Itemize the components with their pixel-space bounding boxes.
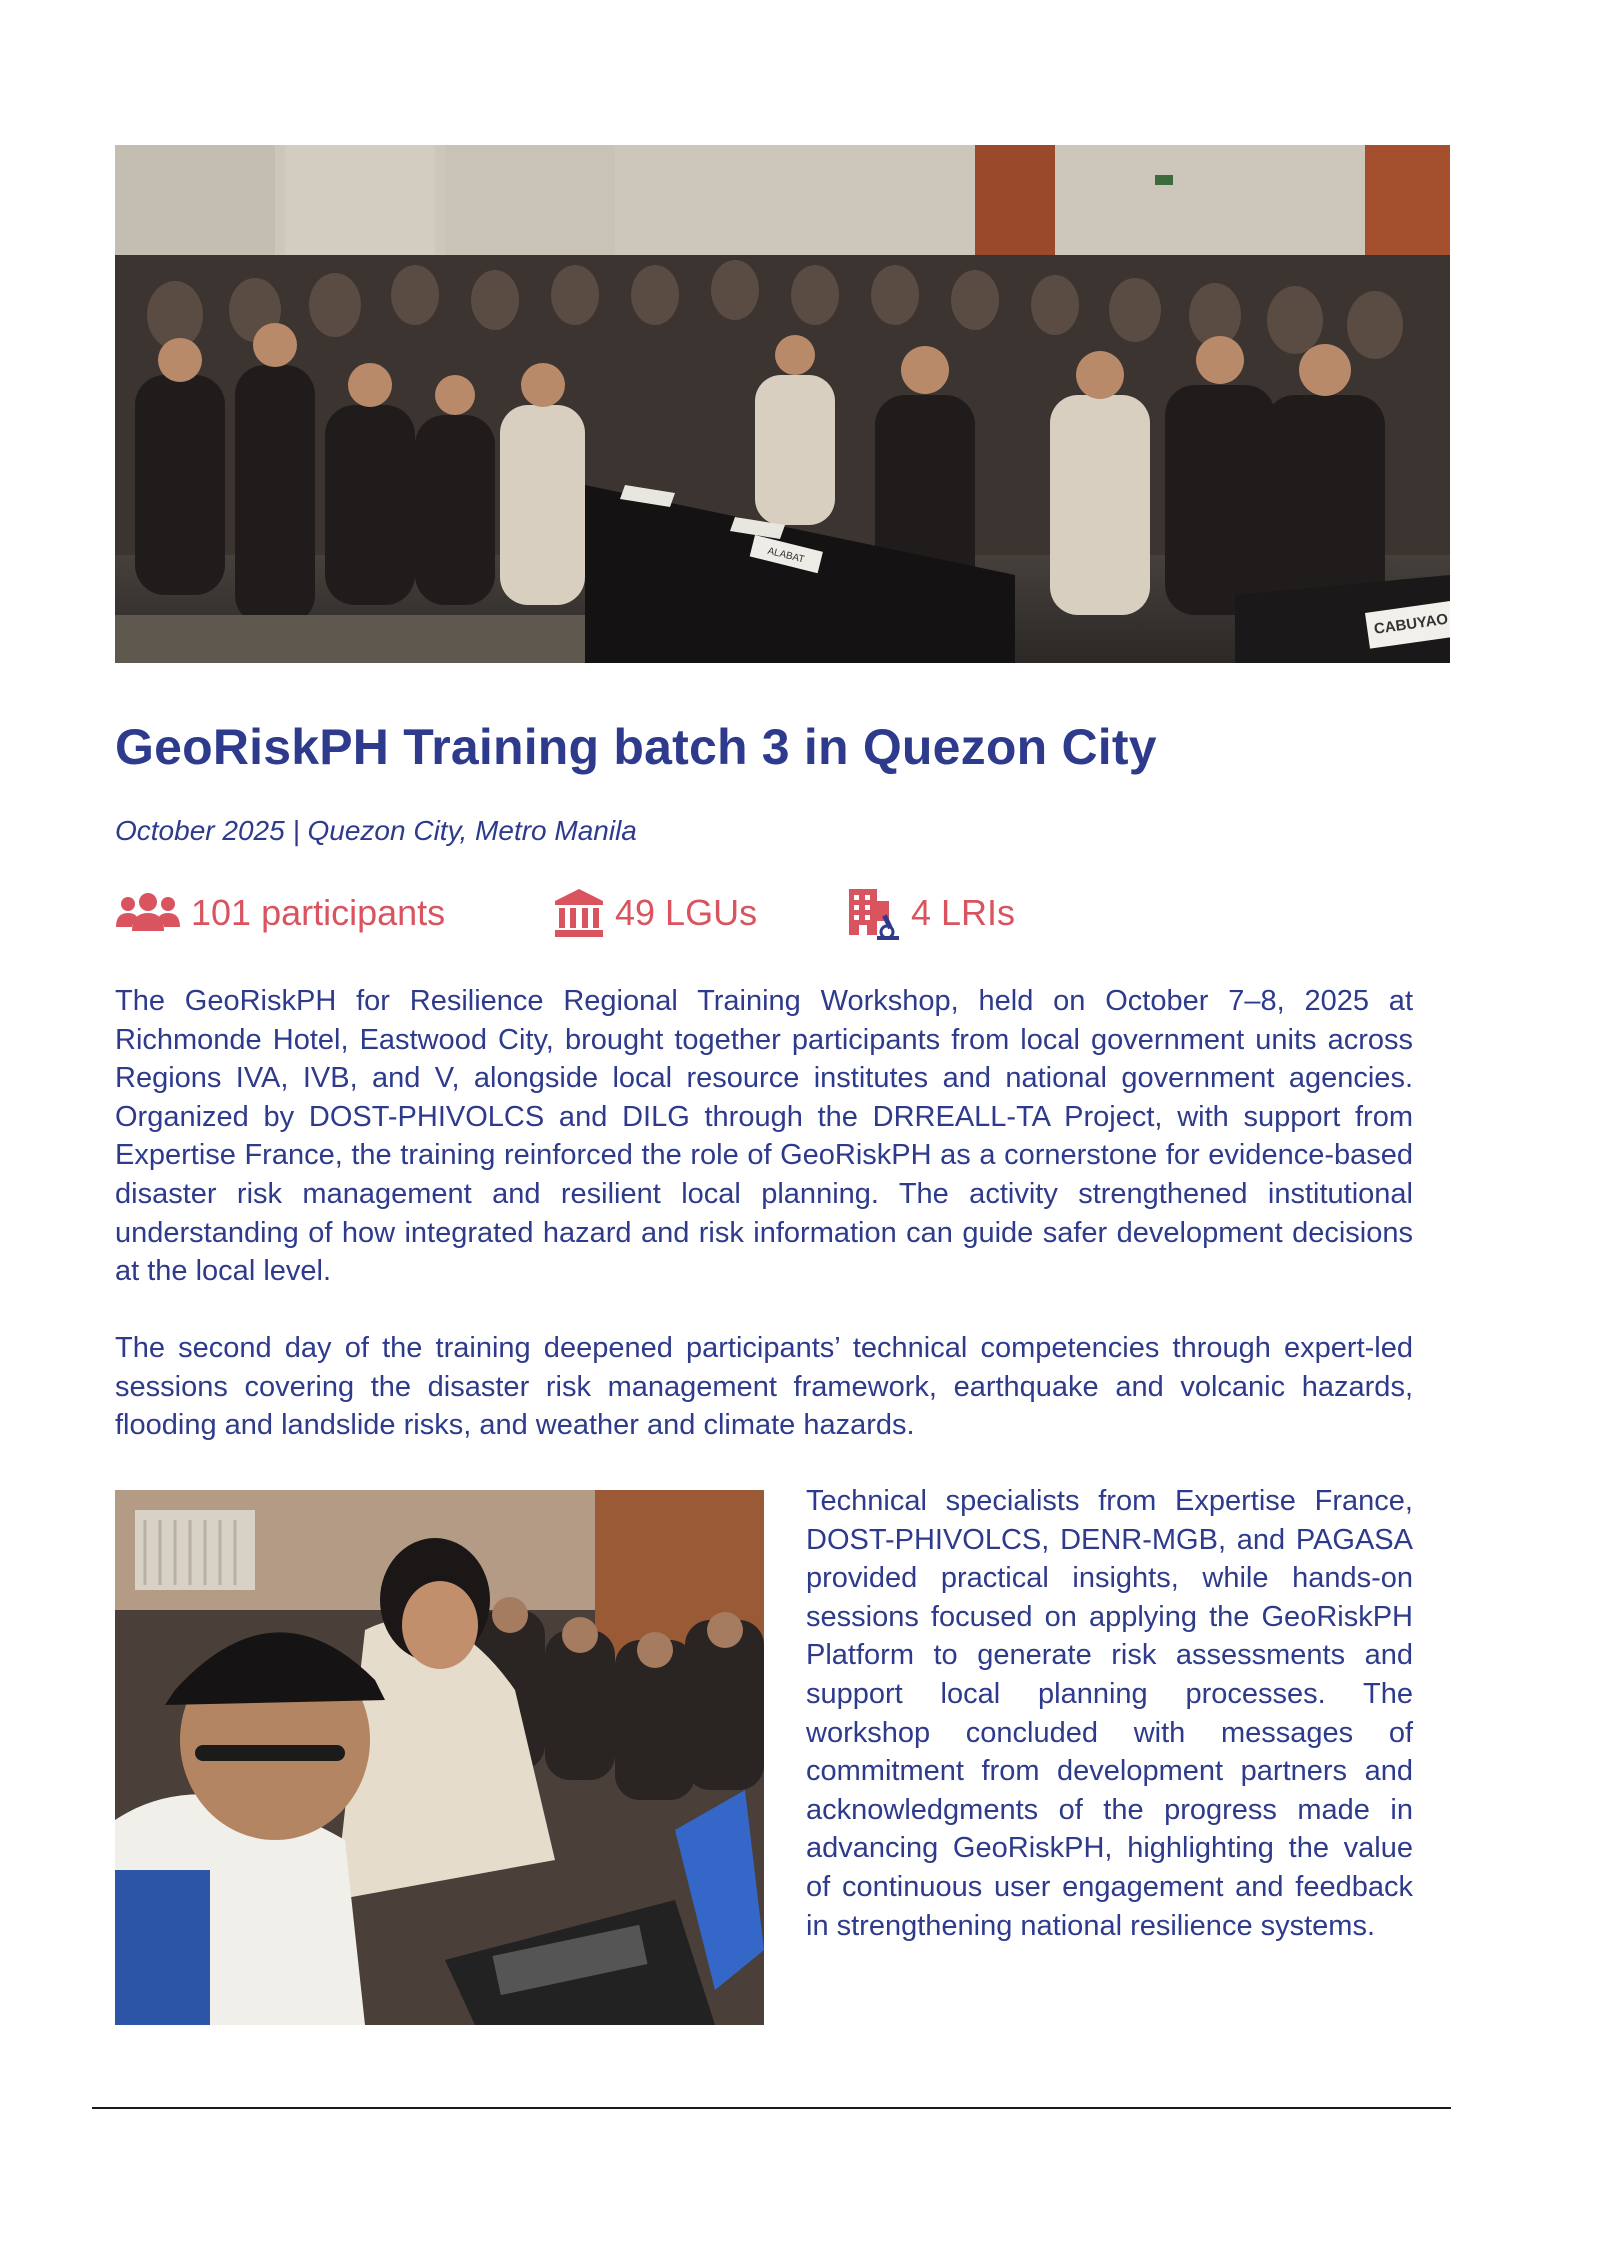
stat-participants-label: 101 participants — [191, 892, 446, 933]
stat-lgus-label: 49 LGUs — [615, 892, 758, 933]
corner-card-label: CABUYAO — [1372, 610, 1450, 638]
article-date-location: October 2025 | Quezon City, Metro Manila — [115, 815, 637, 846]
group-photo — [115, 145, 1450, 663]
table-card-label: ALABAT — [766, 545, 806, 566]
stat-lgus — [553, 885, 757, 941]
article-title: GeoRiskPH Training batch 3 in Quezon City — [115, 719, 1157, 775]
stat-lris — [845, 885, 1015, 941]
paragraph-specialists: Technical specialists from Expertise France, DOST-PHIVOLCS, DENR-MGB, and PAGASA provided practical insights, while hands-on sessions focused on applying the GeoRiskPH Platform to generate risk assessments and support local planning processes. The workshop concluded with messages of commitment from development partners and acknowledgments of the progress made in advancing GeoRiskPH, highlighting the value of continuous user engagement and feedback in strengthening national resilience systems. — [806, 1485, 1413, 1942]
paragraph-day-two: The second day of the training deepened participants’ technical competencies through expert-led sessions covering the disaster risk management framework, earthquake and volcanic hazards, flooding and landslide risks, and weather and climate hazards. — [115, 1332, 1413, 1442]
hands-on-session-illustration — [115, 1490, 764, 2025]
stat-participants — [115, 885, 445, 941]
hands-on-session-photo — [115, 1490, 764, 2025]
government-building-icon — [553, 887, 605, 939]
group-photo-illustration — [115, 145, 1450, 663]
research-institute-icon — [845, 885, 901, 941]
paragraph-intro: The GeoRiskPH for Resilience Regional Training Workshop, held on October 7–8, 2025 at Richmonde Hotel, Eastwood City, brought together participants from local government units across Regions IVA, IVB, and V, alongside local resource institutes and national government agencies. Organized by DOST-PHIVOLCS and DILG through the DRREALL-TA Project, with support from Expertise France, the training reinforced the role of GeoRiskPH as a cornerstone for evidence-based disaster risk management and resilient local planning. The activity strengthened institutional understanding of how integrated hazard and risk information can guide safer development decisions at the local level. — [115, 985, 1413, 1288]
footer-divider — [92, 2107, 1451, 2109]
people-group-icon — [115, 893, 181, 933]
stat-lris-label: 4 LRIs — [911, 892, 1016, 933]
